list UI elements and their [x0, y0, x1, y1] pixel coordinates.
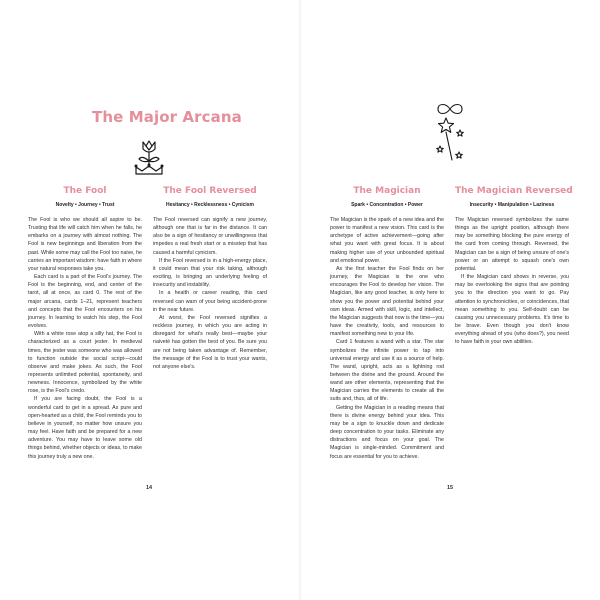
card-title: The Fool	[63, 186, 107, 196]
paragraph: Card 1 features a wand with a star. The star symbolizes the infinite power to tap into universal energy and use it as a source of help. The wand, upright, acts as a lightning rod between the divine and the ground. Around the wand are other elements, representing that the Magician carries the elements to create all the suits and, thus, all of life.	[330, 339, 444, 403]
paragraph: Getting the Magician in a reading means that there is divine energy behind your idea. This may be a sign to knuckle down and dedicate deep concentration to your tasks. Eliminate any distractions and focus on your goal. The Magician is single-minded. Commitment and focus are essential for you to achieve.	[330, 404, 444, 460]
card-description	[455, 216, 569, 347]
page-number: 14	[146, 485, 153, 491]
paragraph: If the Magician card shows in reverse, you may be overlooking the signs that are pointing you to the direction you want to go. Pay attention to synchronicities, or coincidences, that mean something to you. Self-doubt can be causing you unnecessary problems. It's time to be brave. Even though you don't know everything ahead of you (who does?), you need to have faith in your own abilities.	[455, 274, 569, 346]
page-number: 15	[447, 485, 454, 491]
paragraph: The Magician is the spark of a new idea and the power to manifest a new vision. This card is the archetype of active achievement—going after what you want with great focus. It is about making higher use of your unbounded spiritual and emotional power.	[330, 217, 444, 264]
rose-icon	[127, 138, 171, 178]
paragraph: The Fool is who we should all aspire to be. Trusting that life will catch him when he falls, he embarks on a journey with almost nothing. The Fool is new beginnings and liberation from the past. While some may call the Fool too naive, he carries an important wisdom: have faith in where your natural responses take you.	[28, 217, 142, 272]
section-heading: The Major Arcana	[92, 108, 242, 126]
column-the-magician	[330, 186, 444, 461]
paragraph: At worst, the Fool reversed signifies a reckless journey, in which you are acting in disregard for what's really best—maybe your naiveté has gotten the best of you. Be sure you are not being taken advantage of. Remember, the message of the Fool is to trust your wants, not anyone else's.	[153, 314, 267, 370]
paragraph: If the Fool reversed is in a high-energy place, it could mean that your risk taking, although exciting, is bringing an underlying feeling of insecurity and instability.	[153, 257, 267, 289]
paragraph: The Magician reversed symbolizes the same things as the upright position, although there may be something blocking the pure energy of the card from coming through. Reversed, the Magician can be a sign of being unsure of one's power or an attempt to squash one's own potential.	[455, 217, 569, 272]
column-the-fool-reversed	[153, 186, 267, 371]
card-description	[28, 216, 142, 461]
card-keywords: Novelty • Journey • Trust	[55, 202, 115, 208]
card-title: The Magician	[353, 186, 421, 196]
wand-infinity-stars-icon	[432, 100, 468, 168]
card-title: The Fool Reversed	[163, 186, 257, 196]
card-description	[153, 216, 267, 371]
card-keywords: Insecurity • Manipulation • Laziness	[469, 202, 555, 208]
column-the-magician-reversed	[455, 186, 573, 347]
right-page	[300, 0, 600, 600]
card-keywords: Hesitancy • Recklessness • Cynicism	[166, 202, 254, 208]
paragraph: Each card is a part of the Fool's journey. The Fool is the beginning, end, and center of the tarot, all at once, as card 0. The rest of the major arcana, cards 1–21, represent teachers and concepts that the Fool encounters on his journey. In learning to watch his step, the Fool evolves.	[28, 274, 142, 330]
paragraph: The Fool reversed can signify a new journey, although one that is far in the distance. It can also be a sign of hesitancy or unwillingness that impedes a real fresh start or a misstep that has caused a harmful cynicism.	[153, 217, 267, 256]
column-the-fool	[28, 186, 142, 461]
card-description	[330, 216, 444, 461]
paragraph: As the first teacher the Fool finds on her journey, the Magician is the one who encourages the Fool to develop her vision. The Magician, like any good teacher, is only here to show you the power and potential behind your own ideas. Armed with skill, logic, and intellect, the Magician suggests that now is the time—you have the creativity, tools, and resources to manifest something new to your life.	[330, 265, 444, 338]
book-gutter	[298, 0, 302, 600]
card-title: The Magician Reversed	[455, 186, 573, 196]
card-keywords: Spark • Concentration • Power	[351, 202, 423, 208]
paragraph: If you are facing doubt, the Fool is a wonderful card to get in a spread. As pure and open-hearted as a child, the Fool reminds you to believe in yourself, no matter how unsure you may feel. Have faith and be prepared for a new adventure. You may have to leave some old things behind, whether objects or ideas, to make this journey truly a new one.	[28, 396, 142, 460]
paragraph: With a white rose atop a silly hat, the Fool is characterized as a court jester. In medieval times, the jester was someone who was allowed to function outside the social script—could observe and make jokes. As such, the Fool represents unlimited potential, spontaneity, and newness. Innocence, symbolized by the white rose, is the Fool's credo.	[28, 331, 142, 395]
paragraph: In a health or career reading, this card reversed can warn of your being accident-prone in the near future.	[153, 290, 267, 313]
